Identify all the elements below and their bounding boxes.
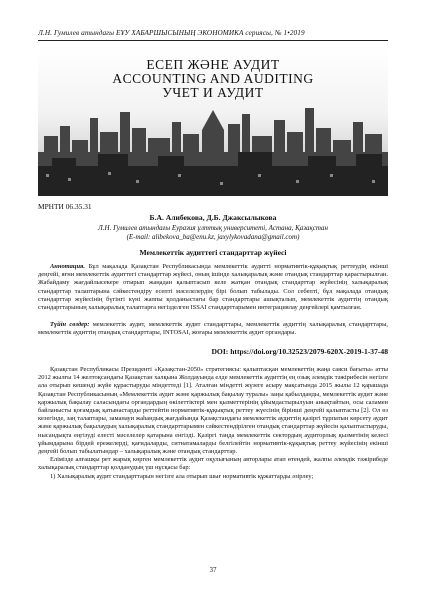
banner-titles	[38, 58, 388, 100]
affiliation-block	[38, 224, 388, 242]
keywords	[38, 321, 388, 337]
section-banner	[38, 48, 388, 196]
page-number: 37	[209, 566, 217, 574]
body-paragraph: 1) Халықаралық аудит стандарттарын негізге ала отырып шығ нормативтік құжаттарды әзірлеу;	[50, 472, 314, 480]
running-head: Л.Н. Гумилев атындағы ЕҰУ ХАБАРШЫСЫНЫҢ ЭКОНОМИКА сериясы, № 1•2019	[38, 29, 305, 37]
email-line: (E-mail: alibekova_ba@enu.kz, jaxylykovadana@gmail.com)	[126, 233, 300, 241]
article-title: Мемлекеттік аудиттегі стандарттар жүйесі	[139, 248, 287, 257]
mrnti-code: МРНТИ 06.35.31	[38, 202, 92, 211]
body-paragraph: Қазақстан Республикасы Президенті «Қазақстан-2050» стратегиясы: қалыптасқан мемлекеттің жаңа саяси бағыты» атты 2012 жылғы 14 желтоқсандағы Қазақстан халқына Жолдауында елде мемлекеттік аудиттің ең озық әлемдік тәжірибесін негізге ала отырып кешенді жүйе құрастыруды міндеттеді [1]. Аталған міндетті жүзеге асыру мақсатында 2015 жылы 12 қарашада Қазақстан Республикасының «Мемлекеттік аудит және қаржылық бақылау туралы» заңы қабылданды, мемлекеттік аудит және қаржылық бақылау саласындағы органдардың өкілеттіктері мен қызметтерінің ұйымдастырылуын анықтайтын, осы саламен байланысты қоғамдық қатынастарды реттейтін нормативтік-құқықтық реттеу жүесінің бірінші деңгейі қалыптасты [2]. Ол өз кезегінде, заң талаптары, заманауи жаһандық жағдайында Қазақстандағы мемлекеттік аудиттің қазіргі тұрпатын көрсету аудит және қаржылық бақылаудың халықаралық стандарттарымен сәйкестендірілген отандық стандарттар жүйесін қалыптастыруды, нысандықта еңгізуді елесті мәселелер қатарына енгізді. Қазіргі таңда мемлекеттік сектордың аудиторлық қызметінің келесі ұйымдарына бірдей ережелерді, қағидаларды, ситнатамаларды белгілейтін нормативтік-құқықтық реттеу жүйесінің екінші деңгейі болып табылатындар – халықаралық және отандық стандарттар.	[38, 366, 388, 456]
keywords-text: мемлекеттік аудит, мемлекеттік аудит стандарттары, мемлекеттік аудиттің халықаралық стандарттары, мемлекеттік аудиттің отандық стандарттары, INTOSAI, жоғары мемлекеттік аудит органдары.	[38, 321, 388, 337]
body-paragraph: Елімізде алғашқы рет жарық көрген мемлекеттік аудит оқулығының авторлары атап өтендей, жалпы әлемдік тәжірибеде халықаралық стандарттар қолданудың үш нұсқасы бар:	[38, 456, 388, 472]
body-text	[38, 366, 388, 481]
abstract	[38, 263, 388, 312]
keywords-label: Түйін сөздер:	[50, 321, 90, 328]
doi-link[interactable]: DOI: https://doi.org/10.32523/2079-620X-2019-1-37-48	[211, 347, 388, 356]
authors: Б.А. Алибекова, Д.Б. Джаксылыкова	[149, 213, 277, 222]
abstract-text: Бұл мақалада Қазақстан Республикасында мемлекеттік аудитті нормативтік-құқықтық реттеудің екінші деңгейі, яғни мемлекеттік аудиттегі стандарттар жүйесі, оның ішінде халықаралық және отандық стандарттар қарастырылған. Жабайдаму жағдайлысекере отырып жаңадан қалыптасып келе жатқан отандық стандарттар жүйесінің халықаралық стандарттар талаптарына сәйкестендіру есепті мәселелердің бірі болып табылады. Сол себепті, бұл мақалада отандық стандарттар жүйесінің бүгінгі күні жаппы қолданыстағы бар стандарттары ашықталып, мемлекеттік аудиттің отандық стандарттарының халықаралық талаптарға негізделген ISSAI стандарттарымен интеграциялау деңгейлері қамтылған.	[38, 263, 388, 312]
banner-title-kz: ЕСЕП ЖӘНЕ АУДИТ	[146, 57, 280, 72]
abstract-label: Аннотация.	[50, 263, 85, 270]
banner-title-en: ACCOUNTING AND AUDITING	[112, 71, 314, 86]
banner-title-ru: УЧЕТ И АУДИТ	[162, 85, 264, 100]
affiliation: Л.Н. Гумилев атындағы Еуразия ұлттық университеті, Астана, Қазақстан	[98, 224, 328, 232]
header-rule	[38, 40, 388, 41]
